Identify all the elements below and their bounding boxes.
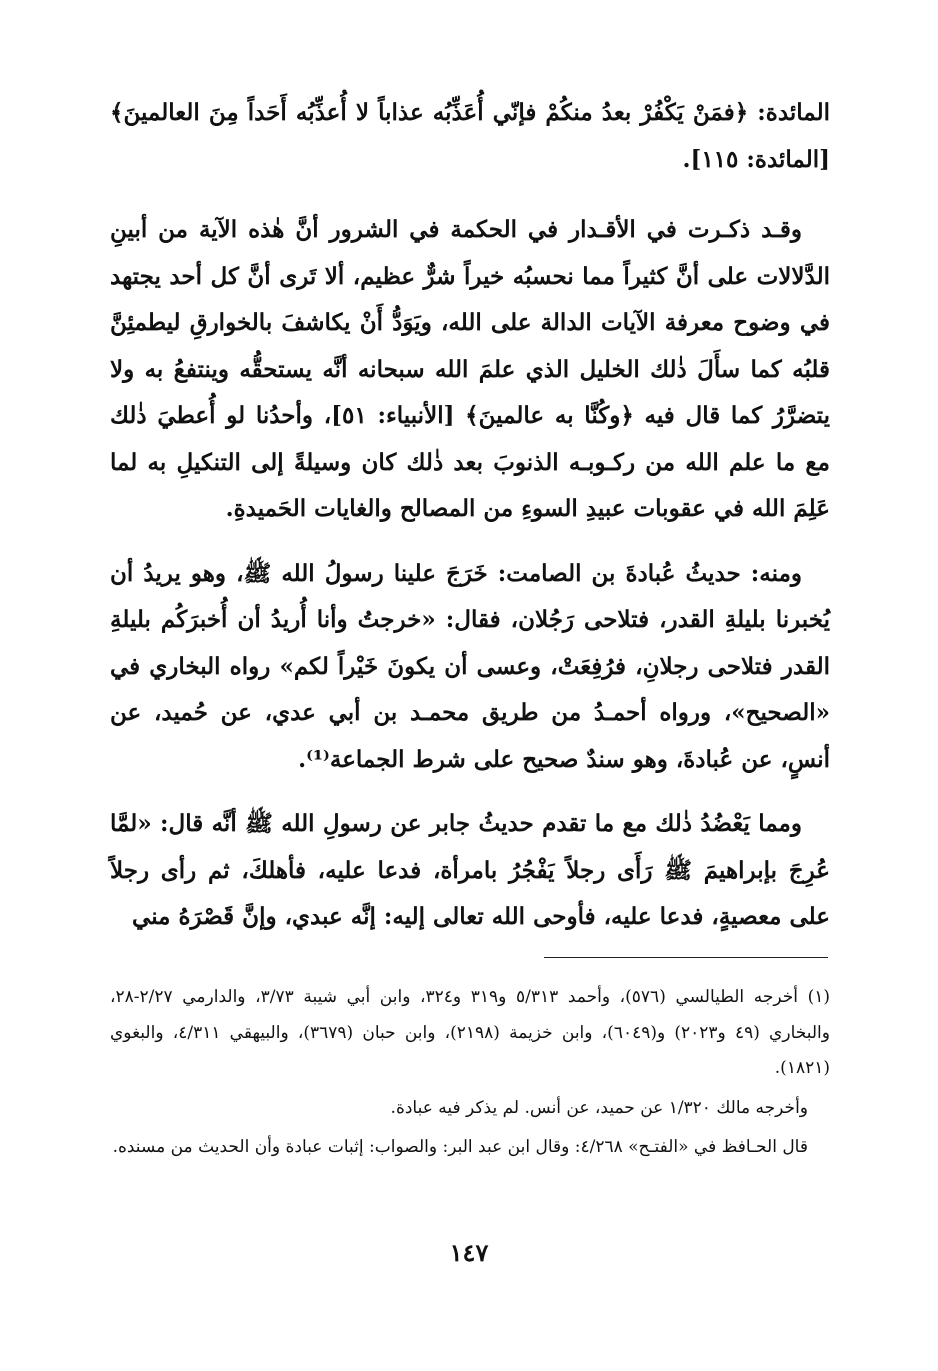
footnotes (110, 980, 830, 1170)
paragraph-wisdom: وقـد ذكـرت في الأقـدار في الحكمة في الشرور أنَّ هٰذه الآية من أبينِ الدَّلالات على أنَّ كثيراً مما نحسبُه خيراً شرٌّ عظيم، ألا تَرى أنَّ كل أحد يجتهد في وضوح معرفة الآيات الدالة على الله، ويَوَدُّ أَنْ يكاشفَ بالخوارقِ ليطمئِنَّ قلبُه كما سأَلَ ذٰلك الخليل الذي علمَ الله سبحانه أنَّه يستحقُّه وينتفعُ به ولا يتضرَّرُ كما قال فيه ﴿وكُنَّا به عالمينَ﴾ [الأنبياء: ٥١]، وأحدُنا لو أُعطيَ ذٰلك مع ما علم الله من ركـوبـه الذنوبَ بعد ذٰلك كان وسيلةً إلى التنكيلِ به لما عَلِمَ الله في عقوبات عبيدِ السوءِ من المصالح والغايات الحَميدةِ. (110, 216, 830, 522)
footnote-1: (١) أخرجه الطيالسي (٥٧٦)، وأحمد ٥/٣١٣ و٣١٩ و٣٢٤، وابن أبي شيبة ٣/٧٣، والدارمي ٢/٢٧-٢٨، والبخاري (٤٩ و٢٠٢٣) و(٦٠٤٩)، وابن خزيمة (٢١٩٨)، وابن حبان (٣٦٧٩)، والبيهقي ٤/٣١١، والبغوي (١٨٢١). (110, 987, 830, 1078)
paragraph-quran-quote: المائدة: ﴿فمَنْ يَكْفُرْ بعدُ منكُمْ فإنّي أُعَذِّبُه عذاباً لا أُعذِّبُه أَحَداً مِنَ العالمينَ﴾ [المائدة: ١١٥]. (110, 99, 830, 173)
footnote-note-hafiz: قال الحـافظ في «الفتـح» ٤/٢٦٨: وقال ابن عبد البر: والصواب: إثبات عبادة وأن الحديث من مسنده. (112, 1137, 808, 1157)
main-text (110, 90, 830, 959)
page-number: ١٤٧ (449, 1238, 489, 1267)
paragraph-ubada-hadith: ومنه: حديثُ عُبادةَ بن الصامت: خَرَجَ علينا رسولُ الله ﷺ، وهو يريدُ أن يُخبرنا بليلةِ القدر، فتلاحى رَجُلان، فقال: «خرجتُ وأنا أُريدُ أن أُخبرَكُم بليلةِ القدر فتلاحى رجلانِ، فرُفِعَتْ، وعسى أن يكونَ خَيْراً لكم» رواه البخاري في «الصحيح»، ورواه أحمـدُ من طريق محمـد بن أبي عدي، عن حُميد، عن أنسٍ، عن عُبادةَ، وهو سندٌ صحيح على شرط الجماعة⁽¹⁾. (110, 559, 830, 773)
footnote-separator (544, 957, 828, 958)
footnote-note-malik: وأخرجه مالك ١/٣٢٠ عن حميد، عن أنس. لم يذكر فيه عبادة. (390, 1097, 808, 1118)
paragraph-jabir-hadith: ومما يَعْضُدُ ذٰلك مع ما تقدم حديثُ جابر عن رسولِ الله ﷺ أنَّه قال: «لمَّا عُرِجَ بإبراهيمَ ﷺ رَأَى رجلاً يَفْجُرُ بامرأة، فدعا عليه، فأهلكَ، ثم رأى رجلاً على معصيةٍ، فدعا عليه، فأوحى الله تعالى إليه: إنَّه عبدي، وإنَّ قَصْرَهُ مني (110, 810, 830, 930)
